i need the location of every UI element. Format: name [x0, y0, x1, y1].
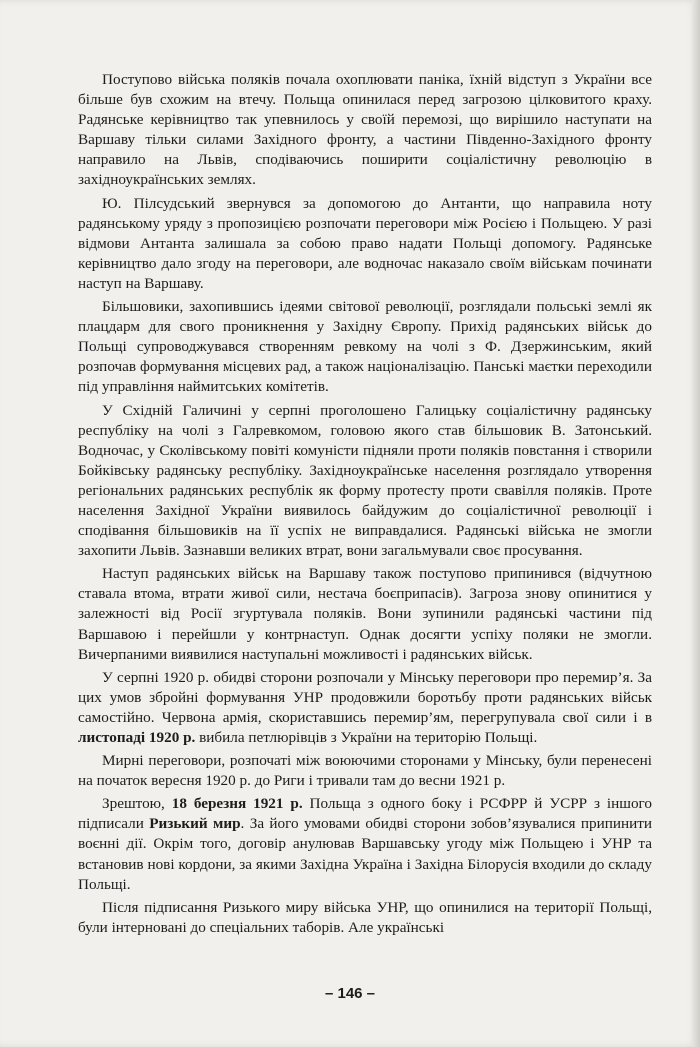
paragraph: Ю. Пілсудський звернувся за допомогою до Антанти, що направила ноту радянському уряду з пропозицією розпочати переговори між Росією і Польщею. У разі відмови Антанта залишала за собою право надати Польщі допомогу. Радянське керівництво дало згоду на переговори, але водночас наказало своїм військам починати наступ на Варшаву. [78, 194, 652, 292]
paragraph: Після підписання Ризького миру війська УНР, що опинилися на території Польщі, були інтерновані до спеціальних таборів. Але українські [78, 898, 652, 936]
paragraph: Мирні переговори, розпочаті між воюючими сторонами у Мінську, були перенесені на початок вересня 1920 р. до Риги і тривали там до весни 1921 р. [78, 752, 652, 790]
paragraph: Поступово війська поляків почала охоплювати паніка, їхній відступ з України все більше був схожим на втечу. Польща опинилася перед загрозою цілковитого краху. Радянське керівництво так упевнилось у своїй перемозі, що вирішило наступати на Варшаву тільки силами Західного фронту, а частини Південно-Західного фронту направило на Львів, сподіваючись поширити соціалістичну революцію в західноукраїнських землях. [78, 71, 652, 189]
paragraph: У Східній Галичині у серпні проголошено Галицьку соціалістичну радянську республіку на чолі з Галревкомом, головою якого став більшовик В. Затонський. Водночас, у Сколівському повіті комуністи підняли проти поляків повстання і створили Бойківську радянську республіку. Західноукраїнське населення розглядало утворення регіональних радянських республік як форму протесту проти свавілля поляків. Проте населення Західної України виявилось байдужим до соціалістичної революції і сподівання більшовиків на її успіх не виправдалися. Радянські війська не змогли захопити Львів. Зазнавши великих втрат, вони загальмували своє просування. [78, 401, 652, 560]
page-edge-shadow [692, 0, 700, 1047]
bold-term: листопаді 1920 р. [78, 729, 196, 746]
page-number: – 146 – [324, 985, 376, 1002]
paragraph: Зрештою, 18 березня 1921 р. Польща з одного боку і РСФРР й УСРР з іншого підписали Ризький мир. За його умовами обидві сторони зобов’язувалися припинити воєнні дії. Окрім того, договір анулював Варшавську угоду між Польщею і УНР та встановив нові кордони, за якими Західна Україна і Західна Білорусія входили до складу Польщі. [78, 795, 652, 893]
paragraph: У серпні 1920 р. обидві сторони розпочали у Мінську переговори про перемир’я. За цих умов збройні формування УНР продовжили боротьбу проти радянських військ самостійно. Червона армія, скориставшись перемир’ям, перегрупувала свої сили і в листопаді 1920 р. вибила петлюрівців з України на територію Польщі. [78, 668, 652, 746]
paragraph: Наступ радянських військ на Варшаву також поступово припинився (відчутною ставала втома, втрати живої сили, нестача боєприпасів). Загроза знову опинитися у залежності від Росії згуртувала поляків. Вони зупинили радянські частини під Варшавою і перейшли у контрнаступ. Однак досягти успіху поляки не змогли. Вичерпаними виявилися наступальні можливості і радянських військ. [78, 565, 652, 663]
bold-term: 18 березня 1921 р. [171, 795, 303, 813]
bold-term: Ризький мир [149, 815, 241, 833]
body-text [78, 70, 652, 941]
paragraph: Більшовики, захопившись ідеями світової революції, розглядали польські землі як плацдарм для свого проникнення у Західну Європу. Прихід радянських військ до Польщі супроводжувався створенням ревкому на чолі з Ф. Дзержинським, який розпочав формування місцевих рад, а також націоналізацію. Панські маєтки переходили під управління наймитських комітетів. [78, 298, 652, 396]
